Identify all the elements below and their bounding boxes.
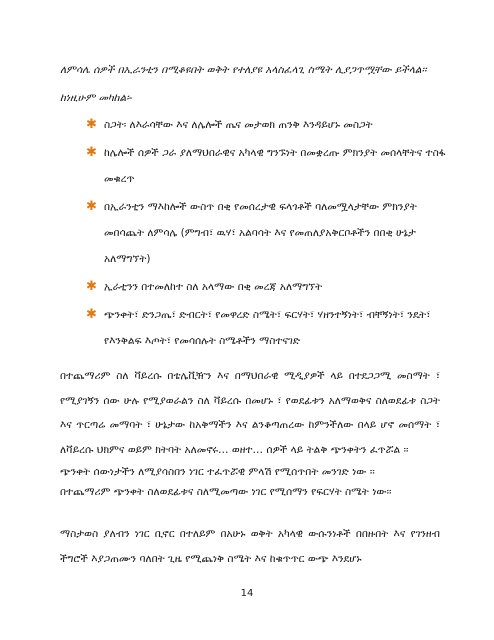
paragraph: ማስታወስ ያለብን ነገር ቢኖር በተለይም በአሁኑ ወቅት አካላዊ ውሱንነቶች በበዙበት እና የገንዘብ ችግሮች እያጋጠሙን ባለበት ጊዜ የሚጨነቅ ስሜት እና ከቁጥጥር ውጭ እንደሆኑ (60, 528, 440, 565)
bullet-text: ስጋት፡ ለእራሳቸው እና ለሌሎች ጤና መታወክ ጠንቅ እንዳይሆኑ መስጋት (104, 119, 373, 131)
list-item (88, 194, 448, 272)
bullet-text: ከሌሎች ሰዎች ጋራ ያለማህበራዊና አካላዊ ግንኙነት በመቋረጡ ምክንያት መሰላቸትና ተስፋ መቁረጥ (104, 147, 446, 185)
star-icon: ✱ (86, 145, 97, 160)
paragraph: በተጨማሪም ስለ ቫይረሱ በቴሌቪዥን እና በማህበራዊ ሚዲያዎች ላይ በተደጋጋሚ መስማት ፣ የሚያገኝን ሰው ሁሉ የሚያወራልን ስለ ቫይረሱ በመሆኑ ፣ የወደፊቱን አለማወቅና ስለወደፊቱ ስጋት እና ጥርጣሬ መማባት ፣ ሁኔታው ከአቅማችን እና ልንቆጣጠረው ከምንችለው በላይ ሆኖ መሰማት ፣ ለቫይረሱ ህክምና ወይም ክትባት አለመኖሩ… ወዘተ… ሰዎች ላይ ትልቅ ጭንቀትን ፈጥሯል ፡፡ (60, 370, 440, 456)
star-icon: ✱ (86, 199, 97, 214)
star-icon: ✱ (86, 117, 97, 132)
bullet-list (88, 112, 448, 356)
paragraph: በተጨማሪም ጭንቀት ስለወደፊቱና ስለሚመጣው ነገር የሚሰማን የፍርሃት ስሜት ነው፡፡ (60, 486, 392, 498)
bullet-text: በኢራንቲን ማእከሎች ውስጥ በቂ የመሰረታዊ ፍላጎቶች ባለመሟላታቸው ምክንያት መበሳጨት ለምሳሌ (ምግብ፣ ዉሃ፣ አልባሳት እና የመጠለያአቅርቦቶችን በበቂ ሁኔታ አለማግኘት) (104, 201, 417, 265)
bullet-text: ኢራቲንን በተመለከተ ስለ አላማው በቂ መረጃ አለማግኘት (104, 281, 323, 293)
paragraph: ጭንቀት ሰውነታችን ለሚያሳስበን ነገር ተፈጥሯዊ ምላሽ የሚሰጥበት መንገድ ነው ፡፡ (60, 466, 375, 478)
page-number: 14 (240, 588, 254, 599)
list-item (88, 274, 448, 300)
list-item (88, 112, 448, 138)
star-icon: ✱ (86, 279, 97, 294)
intro-text: ለምሳሌ ሰዎች በኢራንቲን በሚቆዩበት ወቅት የተለያዩ አላስፈላጊ ስሜት ሊያጋጥሟቸው ይችላል፡፡ ከነዚሁም መካከል፡- (60, 64, 427, 104)
list-item (88, 302, 448, 354)
bullet-text: ጭንቀት፣ ድንጋጤ፣ ድብርት፣ የመዋረድ ስሜት፣ ፍርሃት፣ ሃዘንተኝነት፣ ብቸኝነት፣ ንዴት፣ የእንቅልፍ እጦት፣ የመሳሰሉት ስሜቶችን ማስተናገድ (104, 309, 431, 347)
list-item (88, 140, 448, 192)
star-icon: ✱ (86, 307, 97, 322)
